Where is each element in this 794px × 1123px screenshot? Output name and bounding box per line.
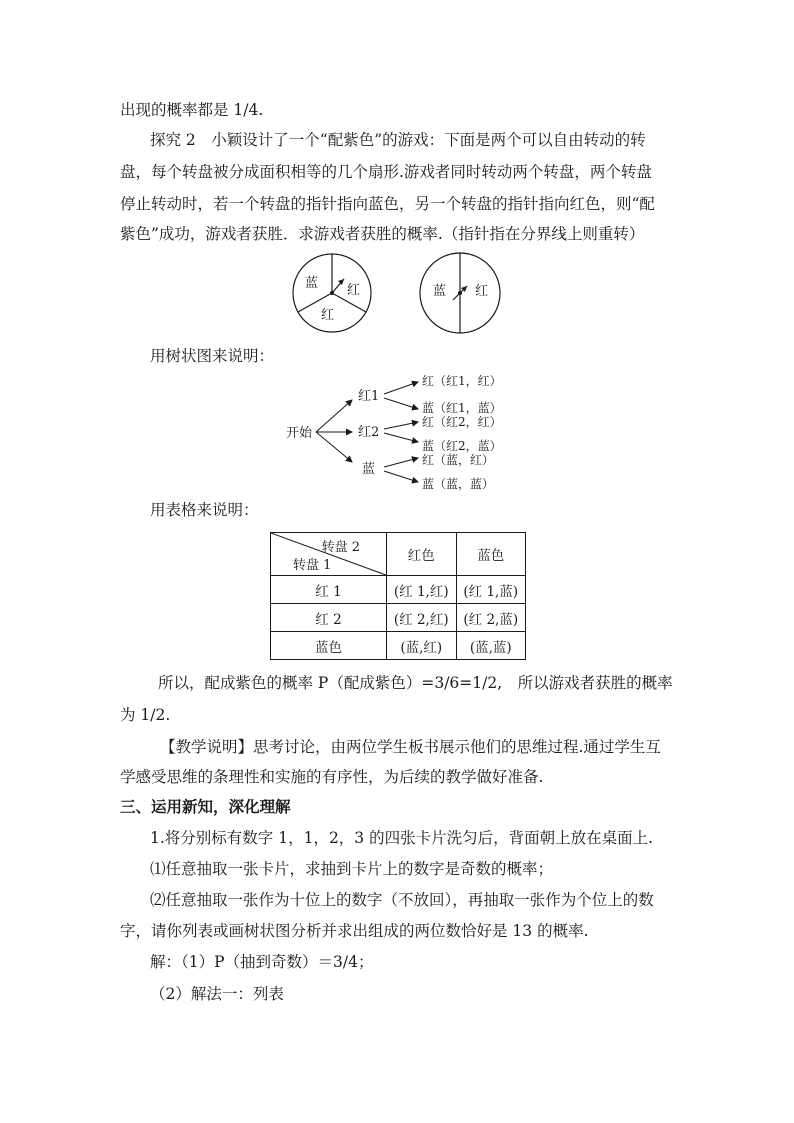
tree-leaf: 蓝（蓝，蓝） [422, 477, 495, 491]
outcome-table [270, 532, 526, 660]
spinners-figure [285, 250, 525, 340]
tree-leaf: 红（红1，红） [422, 374, 502, 388]
table-cell: (红 2,蓝) [456, 604, 526, 632]
tree-leaf: 红（蓝，红） [422, 453, 495, 467]
table-cell: (红 1,蓝) [456, 576, 526, 604]
spinner-2-sector-label: 蓝 [433, 284, 447, 299]
table-corner-top: 转盘 2 [321, 540, 360, 555]
text-line: 所以，配成紫色的概率 P（配成紫色）=3/6=1/2, 所以游戏者获胜的概率 [158, 674, 673, 692]
text-line: 字，请你列表或画树状图分析并求出组成的两位数恰好是 13 的概率. [120, 922, 589, 940]
table-cell: (红 1,红) [387, 576, 457, 604]
spinner-1-sector-label: 红 [321, 308, 335, 323]
text-line: 用树状图来说明： [150, 347, 275, 365]
text-line: 用表格来说明： [150, 501, 259, 519]
spinner-1-sector-label: 蓝 [305, 276, 319, 291]
table-row-header: 蓝色 [271, 632, 387, 660]
text-line: 1.将分别标有数字 1，1，2，3 的四张卡片洗匀后，背面朝上放在桌面上. [150, 829, 654, 847]
table-row-header: 红 2 [271, 604, 387, 632]
spinner-1 [293, 254, 371, 332]
table-corner-cell [271, 533, 387, 576]
text-line: 学感受思维的条理性和实施的有序性，为后续的教学做好准备. [120, 768, 544, 786]
table-corner-bottom: 转盘 1 [293, 558, 332, 573]
table-col-header: 红色 [387, 533, 457, 576]
text-line: 出现的概率都是 1/4. [120, 101, 264, 119]
table-row-header: 红 1 [271, 576, 387, 604]
spinner-2-sector-label: 红 [475, 284, 489, 299]
tree-leaf: 蓝（红1，蓝） [422, 401, 502, 415]
text-line: （2）解法一：列表 [150, 985, 284, 1003]
text-line: ⑵任意抽取一张作为十位上的数字（不放回），再抽取一张作为个位上的数 [150, 891, 654, 909]
spinner-2 [420, 253, 500, 333]
spinner-1-sector-label: 红 [347, 283, 361, 298]
text-line: 探究 2 小颖设计了一个“配紫色”的游戏：下面是两个可以自由转动的转 [150, 131, 646, 149]
section-heading: 三、运用新知，深化理解 [120, 797, 291, 816]
tree-leaf: 红（红2，红） [422, 415, 502, 429]
text-line: 紫色”成功，游戏者获胜．求游戏者获胜的概率.（指针指在分界线上则重转） [120, 225, 645, 243]
table-col-header: 蓝色 [456, 533, 526, 576]
tree-branch-label: 红2 [358, 425, 380, 440]
tree-root: 开始 [286, 426, 313, 441]
tree-diagram [280, 370, 520, 495]
table-cell: (蓝,蓝) [456, 632, 526, 660]
text-line: 盘，每个转盘被分成面积相等的几个扇形.游戏者同时转动两个转盘，两个转盘 [120, 163, 652, 181]
text-line: 【教学说明】思考讨论，由两位学生板书展示他们的思维过程.通过学生互 [160, 738, 661, 756]
tree-branch-label: 蓝 [362, 462, 376, 477]
text-line: 解：（1）P（抽到奇数）＝3/4； [150, 953, 374, 971]
tree-leaf: 蓝（红2，蓝） [422, 439, 502, 453]
tree-branch-label: 红1 [358, 389, 380, 404]
table-cell: (蓝,红) [387, 632, 457, 660]
text-line: ⑴任意抽取一张卡片，求抽到卡片上的数字是奇数的概率； [150, 860, 554, 878]
text-line: 为 1/2. [120, 706, 171, 724]
text-line: 停止转动时，若一个转盘的指针指向蓝色，另一个转盘的指针指向红色，则“配 [120, 195, 655, 213]
table-cell: (红 2,红) [387, 604, 457, 632]
